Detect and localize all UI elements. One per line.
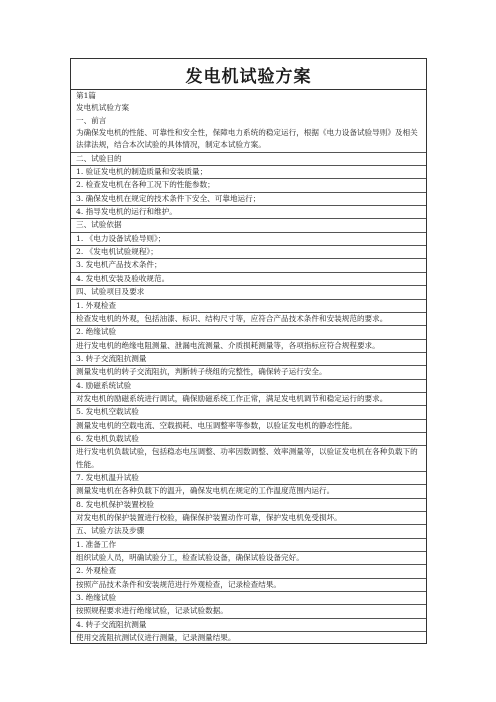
text-line: 4. 励磁系统试验 — [71, 380, 426, 393]
text-line: 3. 发电机产品技术条件； — [71, 259, 426, 272]
text-line: 进行发电机负载试验，包括稳态电压调整、功率因数调整、效率测量等，以验证发电机在各种负载下的性能。 — [71, 446, 426, 472]
text-line: 2. 绝缘试验 — [71, 326, 426, 339]
text-line: 对发电机的保护装置进行校验，确保保护装置动作可靠，保护发电机免受损坏。 — [71, 512, 426, 525]
text-line: 发电机试验方案 — [76, 103, 130, 113]
text-line: 使用交流阻抗测试仪进行测量，记录测量结果。 — [76, 633, 236, 643]
text-line: 1. 外观检查 — [71, 300, 426, 313]
text-line: 1. 验证发电机的制造质量和安装质量； — [71, 166, 426, 179]
text-line: 8. 发电机保护装置校验 — [71, 499, 426, 512]
text-line: 为确保发电机的性能、可靠性和安全性，保障电力系统的稳定运行，根据《电力设备试验导则》及相关法律法规，结合本次试验的具体情况，制定本试验方案。 — [71, 127, 426, 153]
text-line: 1. 准备工作 — [71, 539, 426, 552]
text-line: 7. 发电机温升试验 — [71, 472, 426, 485]
text-line: 2. 《发电机试验规程》； — [71, 246, 426, 259]
text-line: 4. 指导发电机的运行和维护。 — [71, 206, 426, 219]
document-body — [71, 90, 426, 644]
text-line: 3. 绝缘试验 — [71, 592, 426, 605]
text-line: 测量发电机在各种负载下的温升，确保发电机在规定的工作温度范围内运行。 — [71, 485, 426, 498]
text-line: 按照产品技术条件和安装规范进行外观检查，记录检查结果。 — [71, 579, 426, 592]
text-line: 对发电机的励磁系统进行调试，确保励磁系统工作正常，满足发电机调节和稳定运行的要求。 — [71, 393, 426, 406]
text-line: 3. 确保发电机在规定的技术条件下安全、可靠地运行； — [71, 193, 426, 206]
text-line: 检查发电机的外观，包括油漆、标识、结构尺寸等，应符合产品技术条件和安装规范的要求。 — [71, 313, 426, 326]
text-line: 第1篇 — [76, 91, 97, 100]
text-line: 2. 外观检查 — [71, 565, 426, 578]
text-line: 4. 发电机安装及验收规范。 — [71, 273, 426, 286]
text-line: 三、试验依据 — [71, 219, 426, 232]
text-line: 测量发电机的空载电流、空载损耗、电压调整率等参数，以验证发电机的静态性能。 — [71, 420, 426, 433]
text-line: 进行发电机的绝缘电阻测量、泄漏电流测量、介质损耗测量等，各项指标应符合规程要求。 — [71, 340, 426, 353]
text-line: 四、试验项目及要求 — [71, 286, 426, 299]
text-line: 2. 检查发电机在各种工况下的性能参数； — [71, 179, 426, 192]
text-line: 一、前言 — [76, 115, 107, 125]
document-sheet — [70, 58, 427, 644]
text-line: 二、试验目的 — [71, 153, 426, 166]
text-line: 测量发电机的转子交流阻抗，判断转子绕组的完整性，确保转子运行安全。 — [71, 366, 426, 379]
text-line: 4. 转子交流阻抗测量 — [71, 619, 426, 632]
text-line: 按照规程要求进行绝缘试验，记录试验数据。 — [71, 605, 426, 618]
text-line: 组织试验人员，明确试验分工，检查试验设备，确保试验设备完好。 — [71, 552, 426, 565]
text-line: 6. 发电机负载试验 — [71, 433, 426, 446]
document-title: 发电机试验方案 — [71, 59, 426, 90]
text-line: 五、试验方法及步骤 — [71, 525, 426, 538]
text-line: 5. 发电机空载试验 — [71, 406, 426, 419]
text-line: 1. 《电力设备试验导则》； — [71, 233, 426, 246]
text-line: 3. 转子交流阻抗测量 — [71, 353, 426, 366]
